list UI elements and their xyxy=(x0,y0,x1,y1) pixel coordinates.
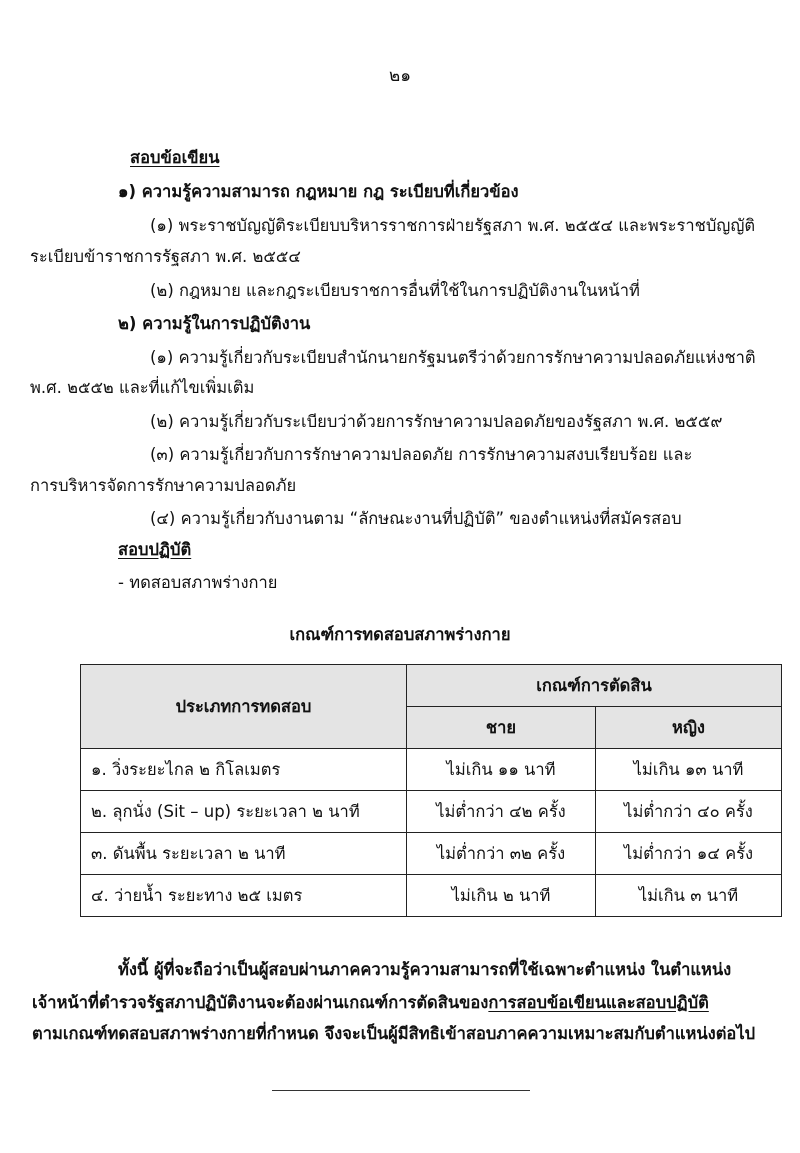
test-name-cell: ๓. ดันพื้น ระยะเวลา ๒ นาที xyxy=(81,833,407,875)
section2-item1-line1: (๑) ความรู้เกี่ยวกับระเบียบสำนักนายกรัฐมนตรีว่าด้วยการรักษาความปลอดภัยแห่งชาติ xyxy=(150,348,756,367)
header-female: หญิง xyxy=(596,707,782,749)
female-criteria-cell: ไม่ต่ำกว่า ๑๔ ครั้ง xyxy=(596,833,782,875)
female-criteria-cell: ไม่ต่ำกว่า ๔๐ ครั้ง xyxy=(596,791,782,833)
male-criteria-cell: ไม่เกิน ๑๑ นาที xyxy=(407,749,596,791)
section1-item1-line1: (๑) พระราชบัญญัติระเบียบบริหารราชการฝ่ายรัฐสภา พ.ศ. ๒๕๕๔ และพระราชบัญญัติ xyxy=(150,216,756,235)
table-row xyxy=(81,791,782,833)
female-criteria-cell: ไม่เกิน ๑๓ นาที xyxy=(596,749,782,791)
section2-item4: (๔) ความรู้เกี่ยวกับงานตาม “ลักษณะงานที่ปฏิบัติ” ของตำแหน่งที่สมัครสอบ xyxy=(150,509,682,528)
table-caption: เกณฑ์การทดสอบสภาพร่างกาย xyxy=(289,625,511,644)
table-row xyxy=(81,833,782,875)
section2-item1-line2: พ.ศ. ๒๕๕๒ และที่แก้ไขเพิ่มเติม xyxy=(30,378,255,397)
end-divider xyxy=(272,1090,530,1091)
section1-title: ๑) ความรู้ความสามารถ กฎหมาย กฎ ระเบียบที่เกี่ยวข้อง xyxy=(118,182,519,201)
practical-exam-item: - ทดสอบสภาพร่างกาย xyxy=(118,573,278,592)
female-criteria-cell: ไม่เกิน ๓ นาที xyxy=(596,875,782,917)
header-criteria: เกณฑ์การตัดสิน xyxy=(407,665,782,707)
note-line2-emphasis: การสอบข้อเขียนและสอบปฏิบัติ xyxy=(488,993,709,1012)
male-criteria-cell: ไม่ต่ำกว่า ๓๒ ครั้ง xyxy=(407,833,596,875)
section1-item2: (๒) กฎหมาย และกฎระเบียบราชการอื่นที่ใช้ในการปฏิบัติงานในหน้าที่ xyxy=(150,281,640,300)
test-name-cell: ๒. ลุกนั่ง (Sit – up) ระยะเวลา ๒ นาที xyxy=(81,791,407,833)
written-exam-heading: สอบข้อเขียน xyxy=(130,148,220,167)
section1-item1-line2: ระเบียบข้าราชการรัฐสภา พ.ศ. ๒๕๕๔ xyxy=(30,247,301,266)
fitness-criteria-table xyxy=(80,664,782,917)
note-line3: ตามเกณฑ์ทดสอบสภาพร่างกายที่กำหนด จึงจะเป็นผู้มีสิทธิเข้าสอบภาคความเหมาะสมกับตำแหน่งต่อไป xyxy=(32,1024,756,1043)
note-line1: ทั้งนี้ ผู้ที่จะถือว่าเป็นผู้สอบผ่านภาคความรู้ความสามารถที่ใช้เฉพาะตำแหน่ง ในตำแหน่ง xyxy=(118,960,732,979)
header-male: ชาย xyxy=(407,707,596,749)
note-line2-text: เจ้าหน้าที่ตำรวจรัฐสภาปฏิบัติงานจะต้องผ่านเกณฑ์การตัดสินของ xyxy=(32,993,489,1012)
table-header-row xyxy=(81,665,782,707)
table-row xyxy=(81,875,782,917)
note-line2 xyxy=(32,991,792,1015)
section2-title: ๒) ความรู้ในการปฏิบัติงาน xyxy=(118,314,311,333)
page-number: ๒๑ xyxy=(389,66,411,86)
table-row xyxy=(81,749,782,791)
test-name-cell: ๑. วิ่งระยะไกล ๒ กิโลเมตร xyxy=(81,749,407,791)
header-test-type: ประเภทการทดสอบ xyxy=(81,665,407,749)
male-criteria-cell: ไม่เกิน ๒ นาที xyxy=(407,875,596,917)
male-criteria-cell: ไม่ต่ำกว่า ๔๒ ครั้ง xyxy=(407,791,596,833)
section2-item3-line1: (๓) ความรู้เกี่ยวกับการรักษาความปลอดภัย การรักษาความสงบเรียบร้อย และ xyxy=(150,445,693,464)
section2-item2: (๒) ความรู้เกี่ยวกับระเบียบว่าด้วยการรักษาความปลอดภัยของรัฐสภา พ.ศ. ๒๕๕๙ xyxy=(150,412,723,431)
section2-item3-line2: การบริหารจัดการรักษาความปลอดภัย xyxy=(30,476,297,495)
practical-exam-heading: สอบปฏิบัติ xyxy=(118,540,192,559)
test-name-cell: ๔. ว่ายน้ำ ระยะทาง ๒๕ เมตร xyxy=(81,875,407,917)
